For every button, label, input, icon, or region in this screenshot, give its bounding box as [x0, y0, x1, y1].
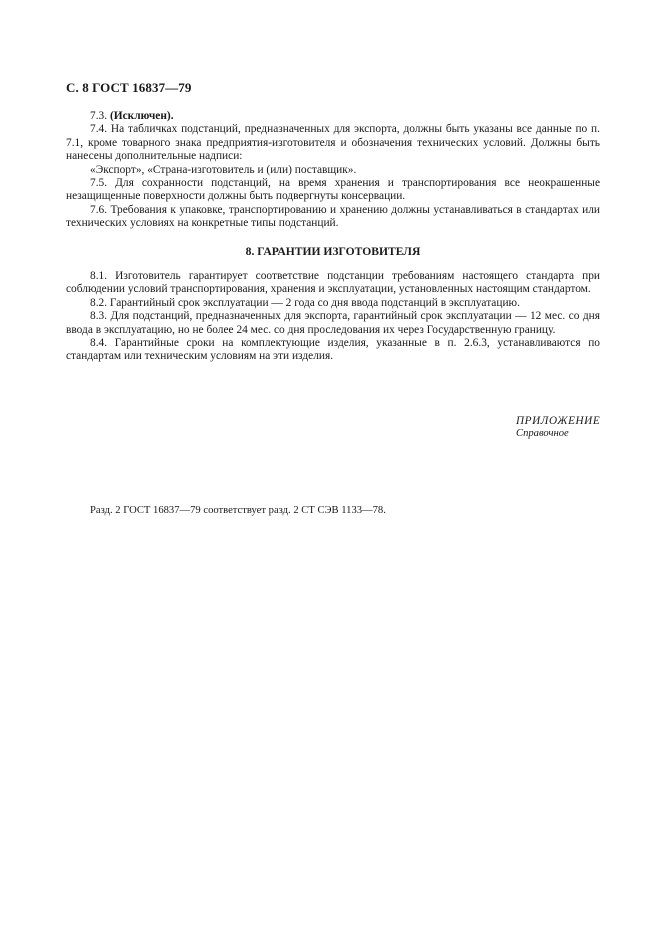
section-7-text	[66, 110, 600, 231]
paragraph-7-3-number: 7.3.	[90, 110, 110, 122]
appendix-title: ПРИЛОЖЕНИЕ	[516, 415, 601, 427]
paragraph-8-3: 8.3. Для подстанций, предназначенных для экспорта, гарантийный срок эксплуатации — 12 мес. со дня ввода в эксплуатацию, но не более 24 мес. со дня проследования их через Государственную границу.	[66, 310, 600, 336]
paragraph-8-4: 8.4. Гарантийные сроки на комплектующие изделия, указанные в п. 2.6.3, устанавливаются по стандартам или техническим условиям на эти изделия.	[66, 337, 600, 363]
section-8-title: 8. ГАРАНТИИ ИЗГОТОВИТЕЛЯ	[245, 245, 421, 258]
paragraph-7-6: 7.6. Требования к упаковке, транспортированию и хранению должны устанавливаться в стандартах или технических условиях на конкретные типы подстанций.	[66, 203, 600, 230]
appendix-note: Разд. 2 ГОСТ 16837—79 соответствует разд. 2 СТ СЭВ 1133—78.	[90, 505, 386, 516]
paragraph-7-5: 7.5. Для сохранности подстанций, на время хранения и транспортирования все неокрашенные незащищенные поверхности должны быть подвергнуты консервации.	[66, 177, 600, 203]
paragraph-8-1: 8.1. Изготовитель гарантирует соответствие подстанции требованиям настоящего стандарта при соблюдении условий транспортирования, хранения и эксплуатации, установленных настоящим стандартом.	[66, 270, 600, 296]
section-8-text	[66, 270, 600, 364]
paragraph-7-4: 7.4. На табличках подстанций, предназначенных для экспорта, должны быть указаны все данные по п. 7.1, кроме товарного знака предприятия-изготовителя и обозначения технических условий. Должны быть нанесены дополнительные надписи:	[66, 123, 600, 163]
page-header: С. 8 ГОСТ 16837—79	[66, 80, 192, 95]
appendix-subtitle: Справочное	[516, 428, 569, 439]
paragraph-7-3-excluded: (Исключен).	[109, 110, 174, 122]
paragraph-7-3	[66, 110, 600, 123]
paragraph-7-4-labels: «Экспорт», «Страна-изготовитель и (или) поставщик».	[90, 163, 357, 176]
paragraph-8-2: 8.2. Гарантийный срок эксплуатации — 2 года со дня ввода подстанций в эксплуатацию.	[90, 296, 520, 309]
